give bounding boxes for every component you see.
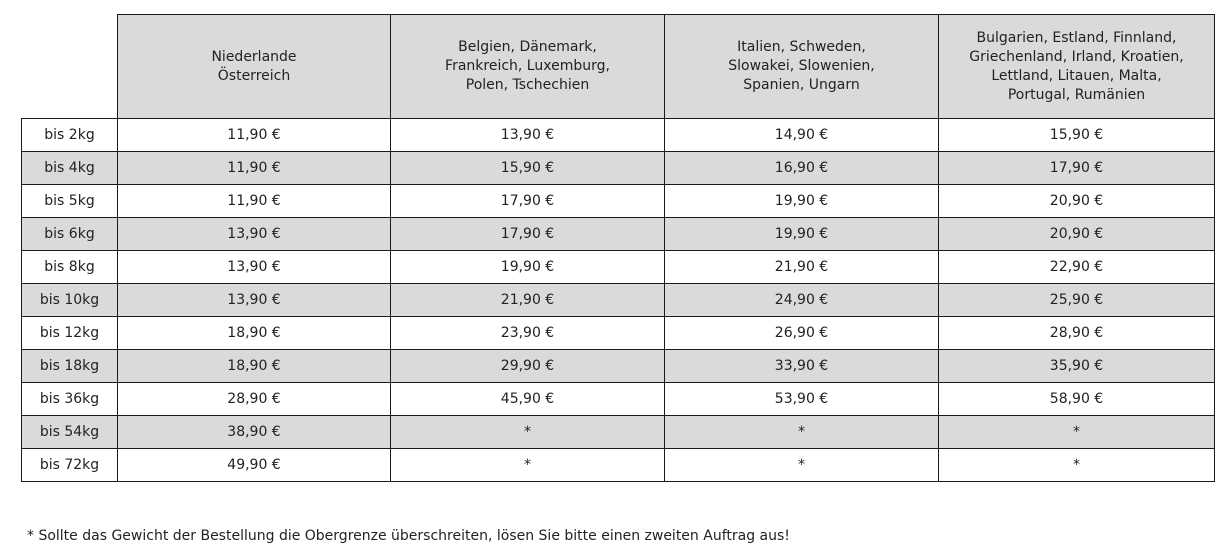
table-row [22,350,1215,383]
price-cell: 17,90 € [391,185,665,218]
weight-cell: bis 72kg [22,449,118,482]
price-cell: 18,90 € [118,350,391,383]
weight-cell: bis 4kg [22,152,118,185]
shipping-cost-table [21,14,1215,482]
price-cell: * [939,416,1215,449]
price-cell: 18,90 € [118,317,391,350]
price-cell: * [665,449,939,482]
header-zone-4-line: Lettland, Litauen, Malta, [991,67,1162,84]
price-cell: * [391,449,665,482]
table-row [22,185,1215,218]
price-cell: 13,90 € [391,119,665,152]
price-cell: 29,90 € [391,350,665,383]
price-cell: 19,90 € [391,251,665,284]
price-cell: 11,90 € [118,152,391,185]
price-cell: 17,90 € [939,152,1215,185]
header-zone-4-line: Portugal, Rumänien [1007,86,1146,103]
table-row [22,317,1215,350]
header-corner-cell [22,15,118,119]
price-cell: 19,90 € [665,185,939,218]
price-cell: 21,90 € [665,251,939,284]
price-cell: 21,90 € [391,284,665,317]
header-zone-3-line: Italien, Schweden, [737,39,866,55]
header-zone-2 [391,15,665,119]
price-cell: 15,90 € [939,119,1215,152]
price-cell: 24,90 € [665,284,939,317]
weight-cell: bis 10kg [22,284,118,317]
price-cell: 20,90 € [939,218,1215,251]
weight-cell: bis 36kg [22,383,118,416]
table-row [22,251,1215,284]
header-zone-1-line: Österreich [217,67,291,84]
price-cell: 19,90 € [665,218,939,251]
price-cell: 23,90 € [391,317,665,350]
price-cell: 20,90 € [939,185,1215,218]
price-cell: 17,90 € [391,218,665,251]
price-cell: * [391,416,665,449]
price-cell: 49,90 € [118,449,391,482]
table-row [22,449,1215,482]
price-cell: 53,90 € [665,383,939,416]
header-zone-4 [939,15,1215,119]
price-cell: 16,90 € [665,152,939,185]
header-zone-4-line: Griechenland, Irland, Kroatien, [969,48,1184,65]
table-row [22,218,1215,251]
price-cell: 22,90 € [939,251,1215,284]
table-header-row [22,15,1215,119]
price-cell: 15,90 € [391,152,665,185]
table-row [22,416,1215,449]
price-cell: 45,90 € [391,383,665,416]
table-row [22,284,1215,317]
price-cell: 28,90 € [939,317,1215,350]
weight-cell: bis 6kg [22,218,118,251]
price-cell: 35,90 € [939,350,1215,383]
price-cell: 13,90 € [118,218,391,251]
header-zone-3-line: Slowakei, Slowenien, [728,58,875,74]
price-cell: 33,90 € [665,350,939,383]
header-zone-3-line: Spanien, Ungarn [743,77,860,93]
price-cell: 26,90 € [665,317,939,350]
weight-cell: bis 12kg [22,317,118,350]
weight-cell: bis 8kg [22,251,118,284]
weight-cell: bis 54kg [22,416,118,449]
price-cell: 25,90 € [939,284,1215,317]
table-row [22,383,1215,416]
weight-cell: bis 5kg [22,185,118,218]
price-cell: 14,90 € [665,119,939,152]
price-cell: * [665,416,939,449]
table-row [22,152,1215,185]
table-row [22,119,1215,152]
header-zone-2-line: Belgien, Dänemark, [458,39,597,55]
weight-cell: bis 2kg [22,119,118,152]
price-cell: 58,90 € [939,383,1215,416]
price-cell: 11,90 € [118,119,391,152]
header-zone-1 [118,15,391,119]
price-cell: * [939,449,1215,482]
price-cell: 28,90 € [118,383,391,416]
header-zone-2-line: Polen, Tschechien [465,77,590,93]
price-cell: 13,90 € [118,284,391,317]
header-zone-3 [665,15,939,119]
header-zone-4-line: Bulgarien, Estland, Finnland, [976,29,1177,46]
footnote: * Sollte das Gewicht der Bestellung die Obergrenze überschreiten, lösen Sie bitte einen zweiten Auftrag aus! [27,528,790,544]
price-cell: 38,90 € [118,416,391,449]
weight-cell: bis 18kg [22,350,118,383]
price-cell: 13,90 € [118,251,391,284]
header-zone-2-line: Frankreich, Luxemburg, [445,58,610,74]
header-zone-1-line: Niederlande [211,48,297,65]
price-cell: 11,90 € [118,185,391,218]
